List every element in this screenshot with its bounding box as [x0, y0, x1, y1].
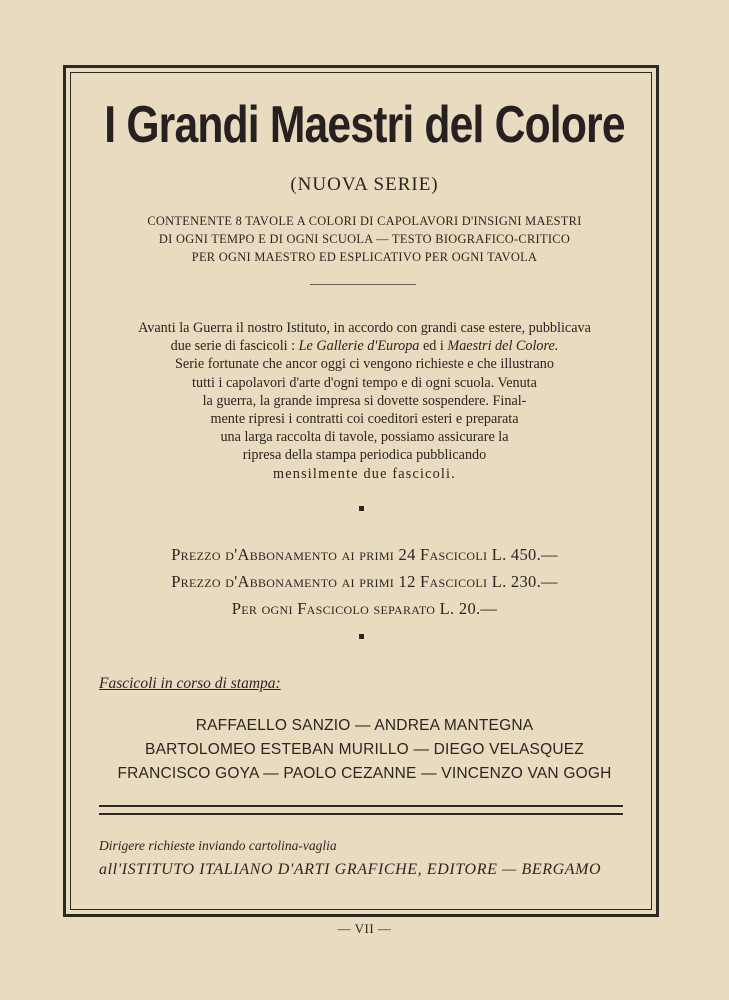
separator-dot [359, 634, 364, 639]
paragraph-text: ed i [419, 338, 448, 355]
price-line-24: Prezzo d'Abbonamento ai primi 24 Fascicoli L. 450.— [171, 545, 558, 564]
publisher-address: all'ISTITUTO ITALIANO D'ARTI GRAFICHE, EDITORE — BERGAMO [99, 861, 602, 878]
paragraph-line: tutti i capolavori d'arte d'ogni tempo e di ogni scuola. Venuta [192, 374, 537, 391]
contact-instruction: Dirigere richieste inviando cartolina-vaglia [99, 838, 337, 853]
artist-line: BARTOLOMEO ESTEBAN MURILLO — DIEGO VELASQUEZ [145, 741, 584, 758]
paragraph-line: mensilmente due fascicoli. [273, 465, 456, 482]
page-number: — VII — [337, 921, 392, 936]
series-title-gallerie: Le Gallerie d'Europa [298, 338, 420, 355]
paragraph-line: ripresa della stampa periodica pubblicando [242, 447, 487, 464]
price-list [0, 541, 729, 622]
description-line: DI OGNI TEMPO E DI OGNI SCUOLA — TESTO BIOGRAFICO-CRITICO [158, 232, 571, 246]
paragraph-line: una larga raccolta di tavole, possiamo assicurare la [220, 429, 509, 446]
paragraph-line: Avanti la Guerra il nostro Istituto, in accordo con grandi case estere, pubblicava [138, 320, 591, 336]
paragraph-line: mente ripresi i contratti coi coeditori esteri e preparata [210, 411, 519, 428]
page-title: I Grandi Maestri del Colore [104, 96, 625, 154]
paragraph-text: due serie di fascicoli : [170, 338, 299, 355]
price-line-single: Per ogni Fascicolo separato L. 20.— [231, 599, 498, 618]
divider [310, 284, 416, 285]
description-line: PER OGNI MAESTRO ED ESPLICATIVO PER OGNI TAVOLA [191, 250, 538, 264]
price-line-12: Prezzo d'Abbonamento ai primi 12 Fascicoli L. 230.— [171, 572, 558, 591]
fascicoli-heading: Fascicoli in corso di stampa: [99, 675, 281, 692]
paragraph-line: Serie fortunate che ancor oggi ci vengono richieste e che illustrano [175, 356, 554, 373]
separator-dot [359, 506, 364, 511]
paragraph-line [60, 337, 669, 355]
description-line: CONTENENTE 8 TAVOLE A COLORI DI CAPOLAVORI D'INSIGNI MAESTRI [147, 214, 582, 228]
paragraph-line: la guerra, la grande impresa si dovette sospendere. Final- [202, 392, 527, 409]
double-divider [99, 805, 623, 815]
page-subtitle: (NUOVA SERIE) [290, 174, 439, 195]
intro-paragraph [60, 319, 669, 483]
artist-line: FRANCISCO GOYA — PAOLO CEZANNE — VINCENZO VAN GOGH [117, 765, 612, 782]
artist-line: RAFFAELLO SANZIO — ANDREA MANTEGNA [195, 717, 534, 734]
series-title-maestri: Maestri del Colore. [447, 338, 559, 355]
artist-list [0, 714, 729, 786]
description-block [0, 212, 729, 266]
